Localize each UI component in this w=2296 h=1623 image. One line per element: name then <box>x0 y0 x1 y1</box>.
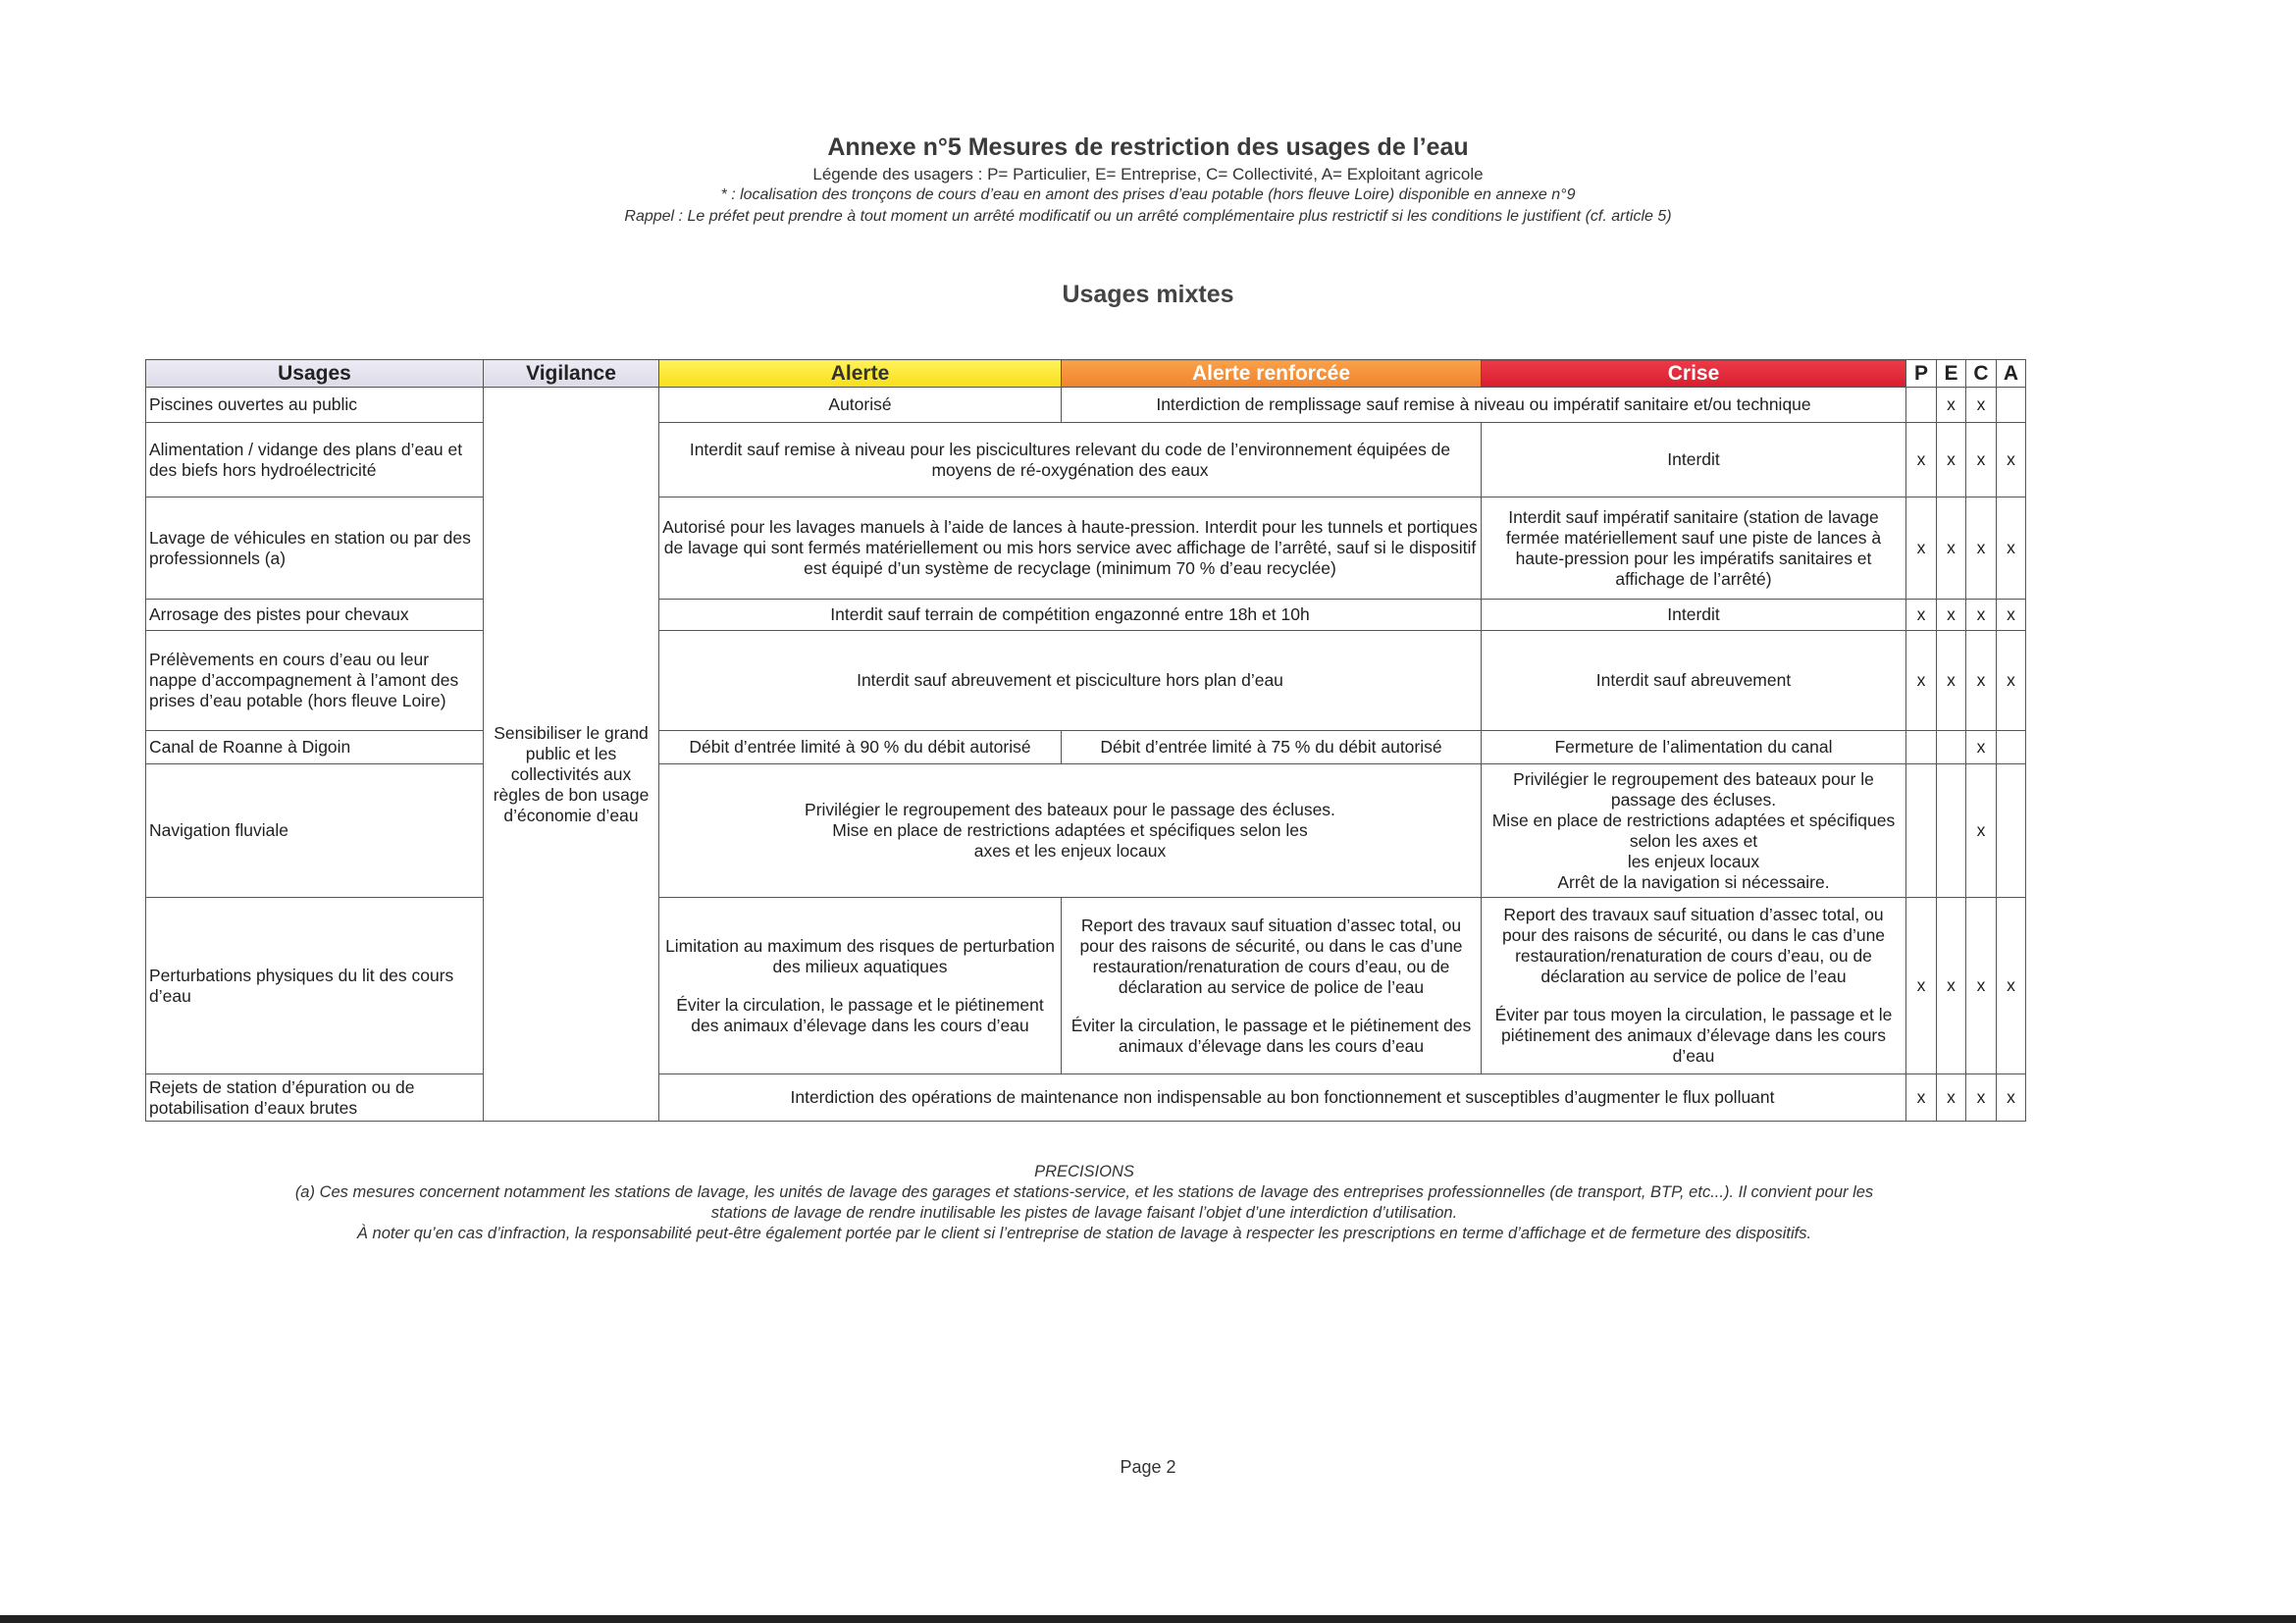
location-note: * : localisation des tronçons de cours d’eau en amont des prises d’eau potable (hors fleuve Loire) disponible en annexe n°9 <box>720 186 1576 203</box>
alerte-renforcee-cell <box>1062 898 1482 1074</box>
usage-cell: Alimentation / vidange des plans d’eau et des biefs hors hydroélectricité <box>146 423 484 497</box>
header-e: E <box>1937 360 1966 388</box>
mark-e: x <box>1937 631 1966 731</box>
measure-paragraph: Éviter la circulation, le passage et le piétinement des animaux d’élevage dans les cours d’eau <box>1070 1015 1472 1056</box>
mark-e: x <box>1937 898 1966 1074</box>
mark-c: x <box>1966 1074 1997 1122</box>
table-row <box>146 423 2026 497</box>
restrictions-table <box>145 359 2026 1122</box>
alerte-cell <box>659 898 1062 1074</box>
header-usages: Usages <box>146 360 484 388</box>
measure-line: Mise en place de restrictions adaptées et spécifiques selon les axes et <box>1491 810 1896 851</box>
measure-line: Arrêt de la navigation si nécessaire. <box>1557 871 1830 892</box>
measure-paragraph: Éviter par tous moyen la circulation, le passage et le piétinement des animaux d’élevage dans les cours d’eau <box>1494 1005 1893 1066</box>
alerte-renforcee-cell: Interdit sauf abreuvement et pisciculture hors plan d’eau <box>659 631 1482 731</box>
header-a: A <box>1997 360 2026 388</box>
mark-a: x <box>1997 631 2026 731</box>
alerte-cell: Autorisé <box>659 388 1062 423</box>
table-row <box>146 1074 2026 1122</box>
mark-e: x <box>1937 1074 1966 1122</box>
alerte-renforcee-cell: Autorisé pour les lavages manuels à l’aide de lances à haute-pression. Interdit pour les tunnels et portiques de lavage qui sont fermés matériellement ou mis hors service avec affichage de l’arrêté, sauf si le dispositif est équipé d’un système de recyclage (minimum 70 % d’eau recyclée) <box>659 497 1482 600</box>
mark-p: x <box>1906 1074 1937 1122</box>
crise-cell: Interdit <box>1482 423 1906 497</box>
precisions-line: À noter qu’en cas d’infraction, la responsabilité peut-être également portée par le client si l’entreprise de station de lavage à respecter les prescriptions en terme d’affichage et de fermeture des dispositifs. <box>356 1225 1812 1242</box>
mark-a: x <box>1997 600 2026 631</box>
mark-p: x <box>1906 600 1937 631</box>
measure-paragraph: Report des travaux sauf situation d’assec total, ou pour des raisons de sécurité, ou dans le cas d’une restauration/renaturation de cours d’eau, ou de déclaration au service de police de l’eau <box>1501 905 1886 986</box>
mark-c: x <box>1966 731 1997 764</box>
crise-cell <box>1482 764 1906 898</box>
mark-c: x <box>1966 898 1997 1074</box>
measure-paragraph: Limitation au maximum des risques de perturbation des milieux aquatiques <box>665 935 1055 976</box>
page-number: Page 2 <box>1120 1457 1176 1477</box>
usage-cell: Lavage de véhicules en station ou par des professionnels (a) <box>146 497 484 600</box>
mark-c: x <box>1966 631 1997 731</box>
vigilance-cell: Sensibiliser le grand public et les collectivités aux règles de bon usage d’économie d’eau <box>484 388 659 1122</box>
table-row <box>146 731 2026 764</box>
alerte-renforcee-crise-cell: Interdiction des opérations de maintenance non indispensable au bon fonctionnement et susceptibles d’augmenter le flux polluant <box>659 1074 1906 1122</box>
mark-p: x <box>1906 631 1937 731</box>
users-legend: Légende des usagers : P= Particulier, E= Entreprise, C= Collectivité, A= Exploitant agricole <box>812 165 1484 183</box>
mark-c: x <box>1966 600 1997 631</box>
table-row <box>146 497 2026 600</box>
crise-cell: Interdit sauf impératif sanitaire (station de lavage fermée matériellement sauf une piste de lances à haute-pression pour les impératifs sanitaires et affichage de l’arrêté) <box>1482 497 1906 600</box>
header-alerte: Alerte <box>659 360 1062 388</box>
mark-p <box>1906 731 1937 764</box>
section-subtitle: Usages mixtes <box>1062 281 1234 308</box>
mark-a <box>1997 388 2026 423</box>
mark-a: x <box>1997 1074 2026 1122</box>
precisions-title: PRECISIONS <box>1034 1163 1134 1180</box>
mark-a <box>1997 764 2026 898</box>
measure-line: Mise en place de restrictions adaptées et spécifiques selon les <box>832 820 1308 840</box>
measure-paragraph: Éviter la circulation, le passage et le piétinement des animaux d’élevage dans les cours d’eau <box>676 994 1044 1035</box>
mark-c: x <box>1966 423 1997 497</box>
alerte-renforcee-cell: Interdit sauf remise à niveau pour les piscicultures relevant du code de l’environnement équipées de moyens de ré-oxygénation des eaux <box>659 423 1482 497</box>
usage-cell: Rejets de station d’épuration ou de potabilisation d’eaux brutes <box>146 1074 484 1122</box>
usage-cell: Navigation fluviale <box>146 764 484 898</box>
mark-p <box>1906 388 1937 423</box>
mark-p <box>1906 764 1937 898</box>
table-row <box>146 600 2026 631</box>
usage-cell: Prélèvements en cours d’eau ou leur nappe d’accompagnement à l’amont des prises d’eau potable (hors fleuve Loire) <box>146 631 484 731</box>
mark-a <box>1997 731 2026 764</box>
table-header-row <box>146 360 2026 388</box>
crise-cell: Fermeture de l’alimentation du canal <box>1482 731 1906 764</box>
rappel-note: Rappel : Le préfet peut prendre à tout moment un arrêté modificatif ou un arrêté complémentaire plus restrictif si les conditions le justifient (cf. article 5) <box>624 208 1672 225</box>
mark-e: x <box>1937 497 1966 600</box>
precisions-block <box>147 1162 2021 1244</box>
scan-edge <box>0 1615 2296 1623</box>
measure-line: les enjeux locaux <box>1627 851 1760 871</box>
header-alerte-renforcee: Alerte renforcée <box>1062 360 1482 388</box>
mark-c: x <box>1966 497 1997 600</box>
alerte-cell: Débit d’entrée limité à 90 % du débit autorisé <box>659 731 1062 764</box>
mark-e: x <box>1937 600 1966 631</box>
usage-cell: Piscines ouvertes au public <box>146 388 484 423</box>
table-row <box>146 388 2026 423</box>
mark-c: x <box>1966 764 1997 898</box>
header-crise: Crise <box>1482 360 1906 388</box>
alerte-renforcee-cell <box>659 764 1482 898</box>
mark-c: x <box>1966 388 1997 423</box>
mark-a: x <box>1997 497 2026 600</box>
mark-e <box>1937 731 1966 764</box>
header-c: C <box>1966 360 1997 388</box>
usage-cell: Perturbations physiques du lit des cours d’eau <box>146 898 484 1074</box>
alerte-renforcee-crise-cell: Interdiction de remplissage sauf remise à niveau ou impératif sanitaire et/ou technique <box>1062 388 1906 423</box>
measure-line: Privilégier le regroupement des bateaux pour le passage des écluses. <box>1513 768 1874 810</box>
crise-cell <box>1482 898 1906 1074</box>
mark-p: x <box>1906 497 1937 600</box>
alerte-renforcee-cell: Débit d’entrée limité à 75 % du débit autorisé <box>1062 731 1482 764</box>
alerte-renforcee-cell: Interdit sauf terrain de compétition engazonné entre 18h et 10h <box>659 600 1482 631</box>
mark-e: x <box>1937 423 1966 497</box>
table-row <box>146 764 2026 898</box>
document-title: Annexe n°5 Mesures de restriction des usages de l’eau <box>827 133 1469 161</box>
usage-cell: Arrosage des pistes pour chevaux <box>146 600 484 631</box>
measure-line: Privilégier le regroupement des bateaux pour le passage des écluses. <box>805 800 1335 819</box>
table-row <box>146 631 2026 731</box>
mark-a: x <box>1997 898 2026 1074</box>
crise-cell: Interdit <box>1482 600 1906 631</box>
header-p: P <box>1906 360 1937 388</box>
precisions-line: (a) Ces mesures concernent notamment les stations de lavage, les unités de lavage des garages et stations-service, et les stations de lavage des entreprises professionnelles (de transport, BTP, etc...). Il convient pour les <box>294 1183 1874 1201</box>
measure-line: axes et les enjeux locaux <box>973 841 1167 861</box>
table-row <box>146 898 2026 1074</box>
mark-e: x <box>1937 388 1966 423</box>
mark-p: x <box>1906 423 1937 497</box>
usage-cell: Canal de Roanne à Digoin <box>146 731 484 764</box>
precisions-line: stations de lavage de rendre inutilisable les pistes de lavage faisant l’objet d’une interdiction d’utilisation. <box>710 1204 1458 1222</box>
mark-p: x <box>1906 898 1937 1074</box>
measure-paragraph: Report des travaux sauf situation d’assec total, ou pour des raisons de sécurité, ou dans le cas d’une restauration/renaturation de cours d’eau, ou de déclaration au service de police de l’eau <box>1079 915 1463 997</box>
mark-e <box>1937 764 1966 898</box>
mark-a: x <box>1997 423 2026 497</box>
header-vigilance: Vigilance <box>484 360 659 388</box>
crise-cell: Interdit sauf abreuvement <box>1482 631 1906 731</box>
